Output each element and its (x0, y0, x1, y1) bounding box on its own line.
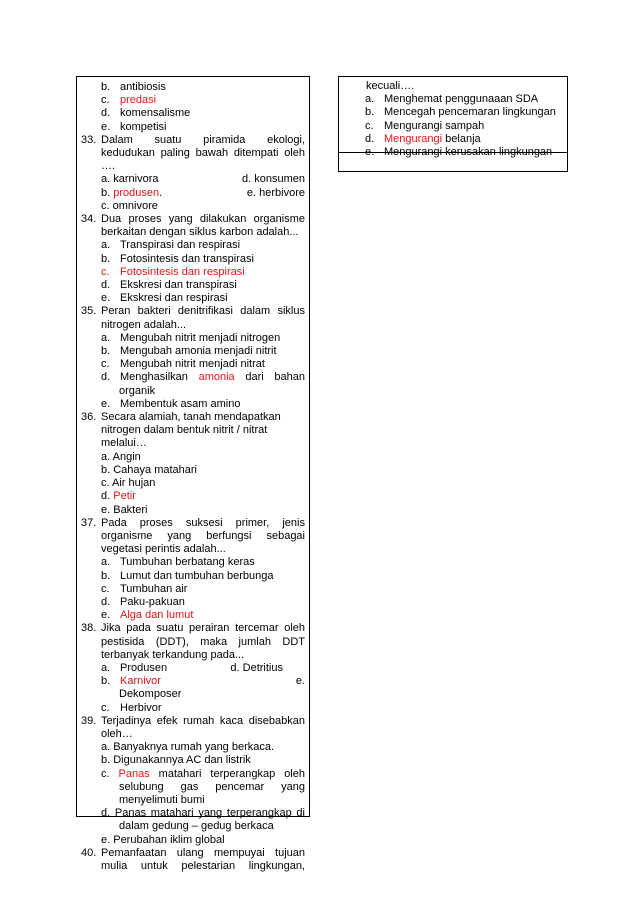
question-39 (81, 715, 305, 847)
question-text: pestisida (DDT), maka jumlah DDT (101, 635, 305, 648)
option: b. Lumut dan tumbuhan berbunga (101, 569, 274, 582)
option-row: b. produsen. e. herbivore (101, 186, 305, 199)
question-text: Secara alamiah, tanah mendapatkan (101, 411, 281, 424)
question-text: Dalam suatu piramida ekologi, (101, 133, 305, 146)
question-text: Peran bakteri denitrifikasi dalam siklus (101, 305, 305, 318)
left-column (76, 76, 310, 872)
question-text: Dua proses yang dilakukan organisme (101, 213, 305, 226)
answer-highlight: Mengurangi (384, 132, 443, 145)
option: d. Paku-pakuan (101, 595, 185, 608)
option-continuation: menyelimuti bumi (119, 793, 205, 806)
option-answer: d. Petir (101, 490, 136, 503)
option-answer: e. Alga dan lumut (101, 609, 194, 622)
question-number: 38. (81, 622, 97, 635)
option-answer: d. Mengurangi belanja (365, 132, 481, 145)
q32-options (81, 81, 305, 134)
option: c. Tumbuhan air (101, 582, 188, 595)
option: e. Ekskresi dan respirasi (101, 292, 228, 305)
question-38 (81, 622, 305, 714)
question-text: vegetasi perintis adalah... (101, 543, 226, 556)
question-text: terbanyak terkandung pada... (101, 648, 245, 661)
question-text: Pemanfaatan ulang mempuyai tujuan (101, 846, 305, 859)
question-text: oleh… (101, 727, 133, 740)
question-text: mulia untuk pelestarian lingkungan, (101, 859, 305, 872)
question-text: kedudukan paling bawah ditempati oleh (101, 147, 305, 160)
question-34 (81, 213, 305, 305)
option: a. Transpirasi dan respirasi (101, 239, 241, 252)
option: b. Cahaya matahari (101, 463, 197, 476)
question-text: organisme yang berfungsi sebagai (101, 529, 305, 542)
option: c. Air hujan (101, 477, 156, 490)
answer-highlight: Petir (113, 490, 136, 503)
question-text: Pada proses suksesi primer, jenis (101, 516, 305, 529)
question-number: 40. (81, 846, 97, 859)
question-40 (81, 847, 305, 873)
option: b. Fotosintesis dan transpirasi (101, 252, 254, 265)
question-number: 33. (81, 133, 97, 146)
question-33 (81, 134, 305, 213)
option-answer: c. Fotosintesis dan respirasi (101, 265, 245, 278)
option-continuation: selubung gas pencemar yang (119, 780, 305, 793)
option: b. Digunakannya AC dan listrik (101, 754, 251, 767)
question-text: nitrogen adalah... (101, 318, 187, 331)
option: b. Mengubah amonia menjadi nitrit (101, 345, 277, 358)
answer-highlight: produsen (113, 186, 160, 199)
answer-highlight: amonia (198, 371, 235, 384)
option-continuation: organik (119, 384, 156, 397)
question-text: …. (101, 160, 116, 173)
question-36 (81, 411, 305, 517)
question-35 (81, 305, 305, 411)
option-row: a. karnivora d. konsumen (101, 173, 305, 186)
option: c. Herbivor (101, 701, 162, 714)
question-number: 36. (81, 411, 97, 424)
option: e. Perubahan iklim global (101, 833, 225, 846)
option: e. Membentuk asam amino (101, 397, 241, 410)
option-row: b. Karnivor e. (101, 675, 305, 688)
right-column (338, 76, 568, 172)
option: c. omnivore (101, 199, 158, 212)
question-number: 37. (81, 516, 97, 529)
option: d. Panas matahari yang terperangkap di (101, 807, 305, 820)
option: a. Menghemat penggunaaan SDA (365, 93, 539, 106)
option-answer: c. Panas matahari terperangkap oleh (101, 767, 305, 780)
option: e. kompetisi (101, 120, 167, 133)
question-text: kecuali…. (366, 80, 415, 92)
option-row: a. Produsen d. Detritius (101, 661, 283, 674)
option: d. komensalisme (101, 107, 191, 120)
question-text: Jika pada suatu perairan tercemar oleh (101, 622, 305, 635)
question-number: 39. (81, 714, 97, 727)
question-number: 35. (81, 305, 97, 318)
question-text: berkaitan dengan siklus karbon adalah... (101, 226, 299, 239)
option-continuation: dalam gedung – gedug berkaca (119, 820, 274, 833)
option: e. Bakteri (101, 503, 148, 516)
option: c. Mengurangi sampah (365, 119, 485, 132)
option-answer: c. predasi (101, 94, 157, 107)
question-text: Terjadinya efek rumah kaca disebabkan (101, 714, 305, 727)
option-answer: d. Menghasilkan amonia dari bahan (101, 371, 305, 384)
question-number: 34. (81, 213, 97, 226)
option: c. Mengubah nitrit menjadi nitrat (101, 358, 265, 371)
question-text: melalui… (101, 437, 147, 450)
option: d. Ekskresi dan transpirasi (101, 279, 237, 292)
option: a. Banyaknya rumah yang berkaca. (101, 741, 275, 754)
option: b. Mencegah pencemaran lingkungan (365, 106, 556, 119)
option: a. Mengubah nitrit menjadi nitrogen (101, 331, 281, 344)
option: a. Tumbuhan berbatang keras (101, 556, 255, 569)
option: a. Angin (101, 450, 141, 463)
option: e. Mengurangi kerusakan lingkungan (365, 146, 553, 159)
question-37 (81, 517, 305, 623)
question-40-continuation (339, 77, 567, 159)
option-continuation: Dekomposer (119, 688, 182, 701)
question-text: nitrogen dalam bentuk nitrit / nitrat (101, 424, 268, 437)
answer-highlight: Karnivor (120, 675, 161, 688)
answer-highlight: Panas (118, 767, 150, 780)
option: b. antibiosis (101, 81, 166, 93)
